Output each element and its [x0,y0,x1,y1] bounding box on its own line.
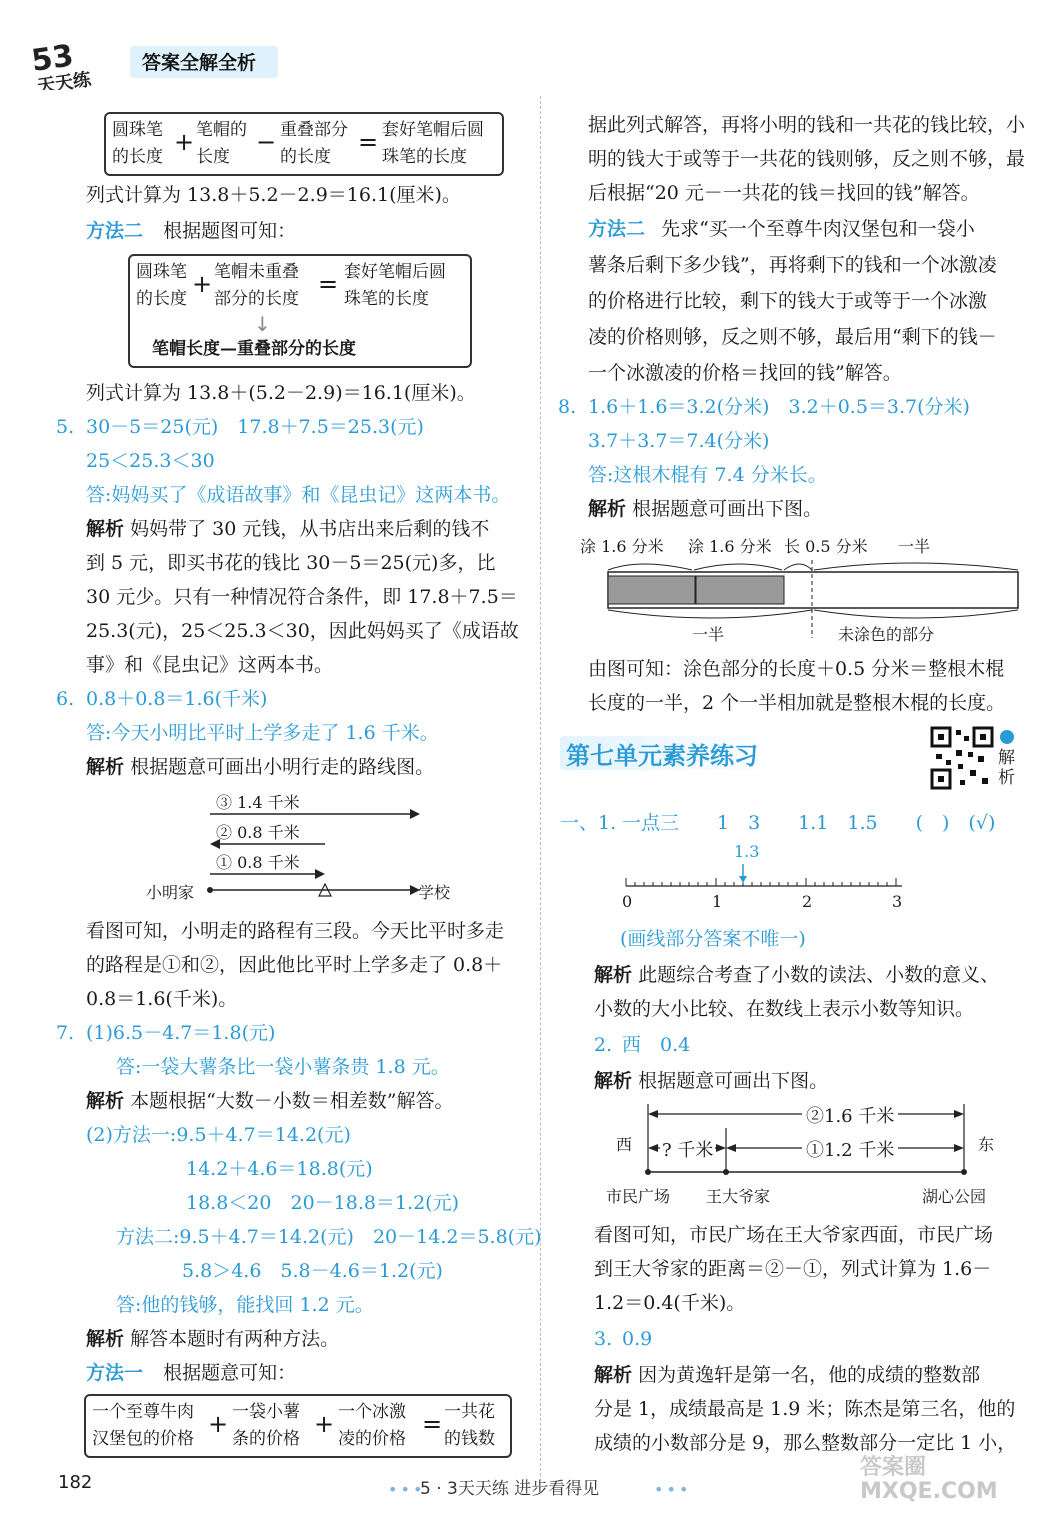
number-line-marker: 1.3 [734,842,760,861]
question-number: 一、1. [560,812,617,834]
logo-icon [28,30,128,90]
analysis-line: 0.8＝1.6(千米)。 [86,988,238,1010]
place-label: 王大爷家 [706,1187,771,1206]
answer-line: 3.7＋3.7＝7.4(分米) [588,430,770,452]
note-line: (画线部分答案不唯一) [620,928,806,950]
analysis-text: 本题根据“大数－小数＝相差数”解答。 [130,1090,454,1112]
analysis-text: 妈妈带了 30 元钱，从书店出来后剩的钱不 [130,518,490,540]
analysis-text: 根据题意可画出下图。 [638,1070,829,1092]
stick-label: 一半 [692,625,725,644]
route-label: ① 0.8 千米 [216,853,300,872]
analysis-text: 根据题意可画出下图。 [632,498,823,520]
answer-line: 答:一袋大薯条比一袋小薯条贵 1.8 元。 [116,1056,450,1078]
analysis-text: 解答本题时有两种方法。 [130,1328,340,1350]
stick-drawing [580,530,1030,650]
method-label: 方法一 [86,1362,144,1384]
box-cell: 一个至尊牛肉 [92,1402,194,1422]
analysis-line: 凌的价格则够，反之则不够，最后用“剩下的钱－ [588,326,997,348]
footer-dots-right: • • • [654,1480,688,1499]
analysis-label: 解析 [588,498,627,520]
analysis-line: 薯条后剩下多少钱”，再将剩下的钱和一个冰激凌 [588,254,997,276]
qr-label: 解析 [998,748,1015,788]
down-arrow-icon: ↓ [254,312,271,336]
box-cell: 圆珠笔 [136,262,187,282]
route-label: ③ 1.4 千米 [216,793,300,812]
answer-line: 1.6＋1.6＝3.2(分米) 3.2＋0.5＝3.7(分米) [588,396,970,418]
box-cell: 一袋小薯 [232,1402,300,1422]
method-text: 根据题图可知： [163,220,297,242]
analysis-line: 看图可知，市民广场在王大爷家西面，市民广场 [594,1224,994,1246]
analysis-label: 解析 [594,964,633,986]
box-cell: 重叠部分 [280,120,348,140]
header-title: 答案全解全析 [142,52,257,74]
analysis-label: 解析 [86,518,125,540]
box-cell: 部分的长度 [214,289,299,309]
question-number: 5. [56,416,75,438]
route-diagram [140,784,470,914]
method-line [86,214,296,248]
analysis-label: 解析 [86,1328,125,1350]
stick-label: 一半 [898,537,931,556]
answer-line: 14.2＋4.6＝18.8(元) [186,1158,373,1180]
logo [28,30,128,90]
analysis-line [588,492,822,526]
answer-line: 方法二:9.5＋4.7＝14.2(元) 20－14.2＝5.8(元) [116,1226,542,1248]
tick-label: 1 [712,892,723,911]
formula-box-3 [84,1394,512,1458]
footer-dots-left: • • • [388,1480,422,1499]
answer-line: 西 0.4 [622,1034,691,1056]
formula-box-2 [128,254,472,368]
answer-line: 答:他的钱够，能找回 1.2 元。 [116,1294,374,1316]
analysis-line [86,1084,454,1118]
direction-label: 西 [616,1135,633,1154]
answer-line: 30－5＝25(元) 17.8＋7.5＝25.3(元) [86,416,424,438]
tick-label: 0 [622,892,633,911]
method-line [588,212,975,246]
watermark: 答案圈 MXQE.COM [860,1455,998,1504]
box-cell: 条的价格 [232,1429,300,1449]
svg-text:53: 53 [29,38,76,79]
marker-arrowhead [739,876,747,883]
equals-sign: = [358,128,379,156]
analysis-line: 由图可知：涂色部分的长度＋0.5 分米＝整根木棍 [588,658,1005,680]
question-number: 6. [56,688,75,710]
answer-line: 25＜25.3＜30 [86,450,215,472]
box-cell: 套好笔帽后圆 [382,120,484,140]
analysis-label: 解析 [594,1070,633,1092]
map-label: ? 千米 [660,1136,715,1162]
column-divider [540,96,541,1476]
calc-line: 列式计算为 13.8＋(5.2－2.9)＝16.1(厘米)。 [86,382,476,404]
unit-title: 第七单元素养练习 [566,742,758,770]
analysis-text: 根据题意可画出小明行走的路线图。 [130,756,435,778]
method-label: 方法二 [588,218,646,240]
page-number: 182 [58,1472,93,1493]
analysis-line [86,1322,339,1356]
footer-slogan: 5 · 3天天练 进步看得见 [420,1479,600,1499]
minus-sign: − [256,128,277,156]
analysis-line: 到王大爷家的距离＝②－①，列式计算为 1.6－ [594,1258,992,1280]
answer-line: 答:妈妈买了《成语故事》和《昆虫记》这两本书。 [86,484,511,506]
stick-label: 涂 1.6 分米 [688,537,772,556]
analysis-line: 看图可知，小明走的路程有三段。今天比平时多走 [86,920,505,942]
analysis-line: 成绩的小数部分是 9，那么整数部分一定比 1 小， [594,1432,1017,1454]
question-number: 8. [558,396,577,418]
analysis-line: 的价格进行比较，剩下的钱大于或等于一个冰激 [588,290,988,312]
box-cell: 的长度 [112,147,163,167]
analysis-line: 长度的一半，2 个一半相加就是整根木棍的长度。 [588,692,1006,714]
method-line [86,1356,296,1390]
box-cell: 笔帽未重叠 [214,262,299,282]
route-label: ② 0.8 千米 [216,823,300,842]
plus-sign: + [174,128,195,156]
stick-label: 涂 1.6 分米 [580,537,664,556]
box-cell: 珠笔的长度 [344,289,429,309]
answer-line: 5.8＞4.6 5.8－4.6＝1.2(元) [182,1260,443,1282]
map-label: ①1.2 千米 [802,1136,898,1162]
analysis-line: 事》和《昆虫记》这两本书。 [86,654,334,676]
answer-line: 0.9 [622,1328,653,1350]
analysis-line [86,512,489,546]
tick-label: 3 [892,892,903,911]
svg-text:天天练: 天天练 [36,69,93,90]
analysis-line [594,958,999,992]
place-label: 湖心公园 [922,1187,987,1206]
formula-box-1 [104,112,504,176]
answer-line: 0.8＋0.8＝1.6(千米) [86,688,268,710]
box-cell: 凌的价格 [338,1429,406,1449]
number-line-axis [610,842,920,912]
analysis-line: 1.2＝0.4(千米)。 [594,1292,746,1314]
direction-label: 东 [978,1135,995,1154]
tick-label: 2 [802,892,813,911]
analysis-text: 因为黄逸轩是第一名，他的成绩的整数部 [638,1364,981,1386]
stick-label: 未涂色的部分 [838,625,935,644]
question-number: 3. [594,1328,613,1350]
map-diagram [606,1098,1016,1208]
answer-line: (1)6.5－4.7＝1.8(元) [86,1022,276,1044]
box-cell: 笔帽长度—重叠部分的长度 [152,339,356,359]
equals-sign: = [422,1410,443,1438]
analysis-label: 解析 [86,756,125,778]
analysis-line [594,1358,980,1392]
place-label: 市民广场 [606,1187,671,1206]
box-cell: 的长度 [280,147,331,167]
analysis-label: 解析 [86,1090,125,1112]
analysis-line: 的路程是①和②，因此他比平时上学多走了 0.8＋ [86,954,503,976]
answer-line: (2)方法一:9.5＋4.7＝14.2(元) [86,1124,351,1146]
answer-line: 答:今天小明比平时上学多走了 1.6 千米。 [86,722,439,744]
analysis-line: 后根据“20 元－一共花的钱＝找回的钱”解答。 [588,182,980,204]
analysis-line: 明的钱大于或等于一共花的钱则够，反之则不够，最 [588,148,1026,170]
analysis-label: 解析 [594,1364,633,1386]
box-cell: 笔帽的 [196,120,247,140]
analysis-line: 一个冰激凌的价格＝找回的钱”解答。 [588,362,902,384]
analysis-line: 分是 1，成绩最高是 1.9 米；陈杰是第三名，他的 [594,1398,1016,1420]
play-icon[interactable] [1000,730,1014,744]
method-label: 方法二 [86,220,144,242]
plus-sign: + [192,270,213,298]
answer-line: 18.8＜20 20－18.8＝1.2(元) [186,1192,460,1214]
analysis-line: 到 5 元，即买书花的钱比 30－5＝25(元)多，比 [86,552,496,574]
box-cell: 长度 [196,147,230,167]
box-cell: 套好笔帽后圆 [344,262,446,282]
plus-sign: + [314,1410,335,1438]
analysis-line: 25.3(元)，25＜25.3＜30，因此妈妈买了《成语故 [86,620,519,642]
analysis-line [86,750,434,784]
qr-code-icon[interactable] [930,726,994,790]
box-cell: 的钱数 [444,1429,495,1449]
question-number: 7. [56,1022,75,1044]
stick-label: 长 0.5 分米 [784,537,868,556]
answer-line: 答:这根木棍有 7.4 分米长。 [588,464,827,486]
route-label: 小明家 [146,883,195,902]
box-cell: 圆珠笔 [112,120,163,140]
analysis-line [594,1064,828,1098]
route-label: 学校 [418,883,451,902]
box-cell: 的长度 [136,289,187,309]
analysis-text: 此题综合考查了小数的读法、小数的意义、 [638,964,1000,986]
equals-sign: = [318,270,339,298]
analysis-line: 30 元少。只有一种情况符合条件，即 17.8＋7.5＝ [86,586,518,608]
analysis-line: 小数的大小比较、在数线上表示小数等知识。 [594,998,975,1020]
box-cell: 一个冰激 [338,1402,406,1422]
box-cell: 珠笔的长度 [382,147,467,167]
question-number: 2. [594,1034,613,1056]
answer-line: 一点三 1 3 1.1 1.5 ( ) (√) [622,812,996,834]
stick-diagram [580,530,1030,650]
method-text: 根据题意可知： [163,1362,297,1384]
box-cell: 汉堡包的价格 [92,1429,194,1449]
number-line [610,842,920,912]
box-cell: 一共花 [444,1402,495,1422]
method-text: 先求“买一个至尊牛肉汉堡包和一袋小 [661,218,975,240]
calc-line: 列式计算为 13.8＋5.2－2.9＝16.1(厘米)。 [86,184,461,206]
analysis-line: 据此列式解答，再将小明的钱和一共花的钱比较，小 [588,114,1026,136]
map-label: ②1.6 千米 [802,1102,898,1128]
plus-sign: + [208,1410,229,1438]
